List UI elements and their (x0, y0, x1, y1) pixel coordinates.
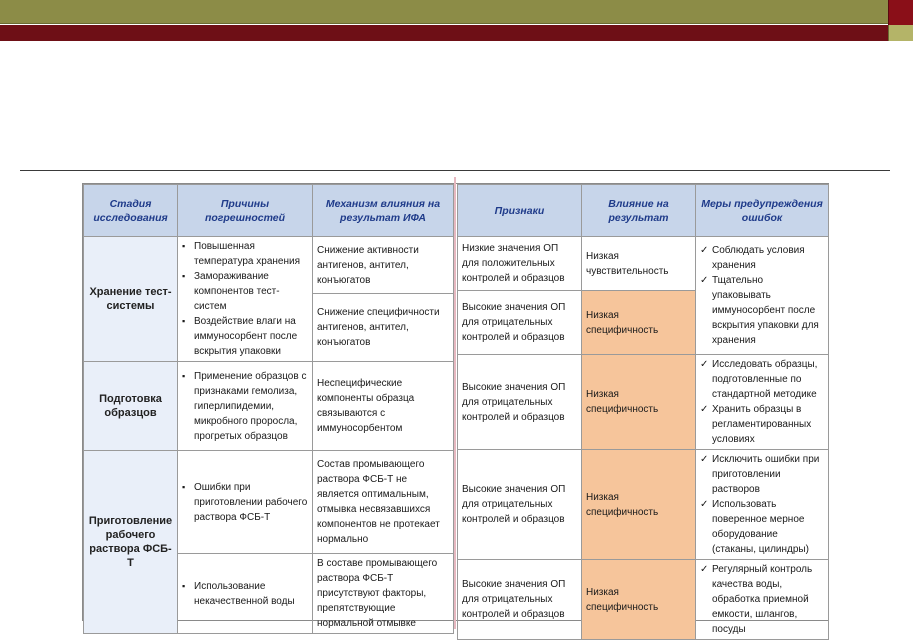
storage-cause-item: ▪ Замораживание компонентов тест-систем (182, 269, 308, 314)
right-table (457, 184, 829, 640)
storage-measure-item: ✓ Соблюдать условия хранения (700, 243, 824, 273)
storage-cause-item: ▪ Повышенная температура хранения (182, 239, 308, 269)
header-causes: Причины погрешностей (178, 185, 313, 237)
left-table (83, 184, 454, 634)
buffer-cause-item: ▪ Ошибки при приготовлении рабочего раствора ФСБ-Т (182, 480, 308, 525)
storage-effect-2: Низкая специфичность (582, 291, 696, 355)
header-signs: Признаки (458, 185, 582, 237)
corner-square-top (888, 0, 913, 25)
stage-buffer: Приготовление рабочего раствора ФСБ-Т (84, 451, 178, 634)
storage-measures (696, 237, 829, 355)
corner-square-bottom (888, 25, 913, 41)
storage-signs-2: Высокие значения ОП для отрицательных контролей и образцов (458, 291, 582, 355)
storage-mechanism-2: Снижение специфичности антигенов, антител, конъюгатов (313, 294, 454, 362)
storage-mechanism-1: Снижение активности антигенов, антител, конъюгатов (313, 237, 454, 294)
prep-measure-item: ✓ Хранить образцы в регламентированных условиях (700, 402, 824, 447)
buffer-measures-1 (696, 450, 829, 560)
storage-causes (178, 237, 313, 362)
prep-signs: Высокие значения ОП для отрицательных контролей и образцов (458, 355, 582, 450)
prep-effect: Низкая специфичность (582, 355, 696, 450)
prep-measure-item: ✓ Исследовать образцы, подготовленные по стандартной методике (700, 357, 824, 402)
buffer-measure-item: ✓ Использовать поверенное мерное оборудование (стаканы, цилиндры) (700, 497, 824, 557)
buffer-cause-1 (178, 451, 313, 554)
stage-storage: Хранение тест-системы (84, 237, 178, 362)
buffer-effect-1: Низкая специфичность (582, 450, 696, 560)
header-stage: Стадия исследования (84, 185, 178, 237)
header-measures: Меры предупреждения ошибок (696, 185, 829, 237)
header-bar-maroon (0, 25, 888, 41)
prep-mechanism: Неспецифические компоненты образца связываются с иммуносорбентом (313, 362, 454, 451)
buffer-measure-item: ✓ Регулярный контроль качества воды, обработка приемной емкости, шлангов, посуды (700, 562, 824, 637)
buffer-mechanism-2: В составе промывающего раствора ФСБ-Т присутствуют факторы, препятствующие нормальной отмывке (313, 554, 454, 634)
buffer-signs-1: Высокие значения ОП для отрицательных контролей и образцов (458, 450, 582, 560)
buffer-measures-2 (696, 560, 829, 640)
title-divider (20, 170, 890, 171)
center-separator (454, 177, 456, 629)
buffer-effect-2: Низкая специфичность (582, 560, 696, 640)
buffer-cause-2 (178, 554, 313, 634)
header-effect: Влияние на результат (582, 185, 696, 237)
storage-cause-item: ▪ Воздействие влаги на иммуносорбент после вскрытия упаковки (182, 314, 308, 359)
stage-prep: Подготовка образцов (84, 362, 178, 451)
buffer-cause-item: ▪ Использование некачественной воды (182, 579, 308, 609)
storage-effect-1: Низкая чувствительность (582, 237, 696, 291)
prep-causes (178, 362, 313, 451)
prep-cause-item: ▪ Применение образцов с признаками гемолиза, гиперлипидемии, микробного проросла, прогретых образцов (182, 369, 308, 444)
buffer-mechanism-1: Состав промывающего раствора ФСБ-Т не является оптимальным, отмывка несвязавшихся компонентов не протекает нормально (313, 451, 454, 554)
buffer-measure-item: ✓ Исключить ошибки при приготовлении растворов (700, 452, 824, 497)
buffer-signs-2: Высокие значения ОП для отрицательных контролей и образцов (458, 560, 582, 640)
storage-signs-1: Низкие значения ОП для положительных контролей и образцов (458, 237, 582, 291)
prep-measures (696, 355, 829, 450)
header-bar-olive (0, 0, 913, 24)
header-mechanism: Механизм влияния на результат ИФА (313, 185, 454, 237)
storage-measure-item: ✓ Тщательно упаковывать иммуносорбент после вскрытия упаковки для хранения (700, 273, 824, 348)
